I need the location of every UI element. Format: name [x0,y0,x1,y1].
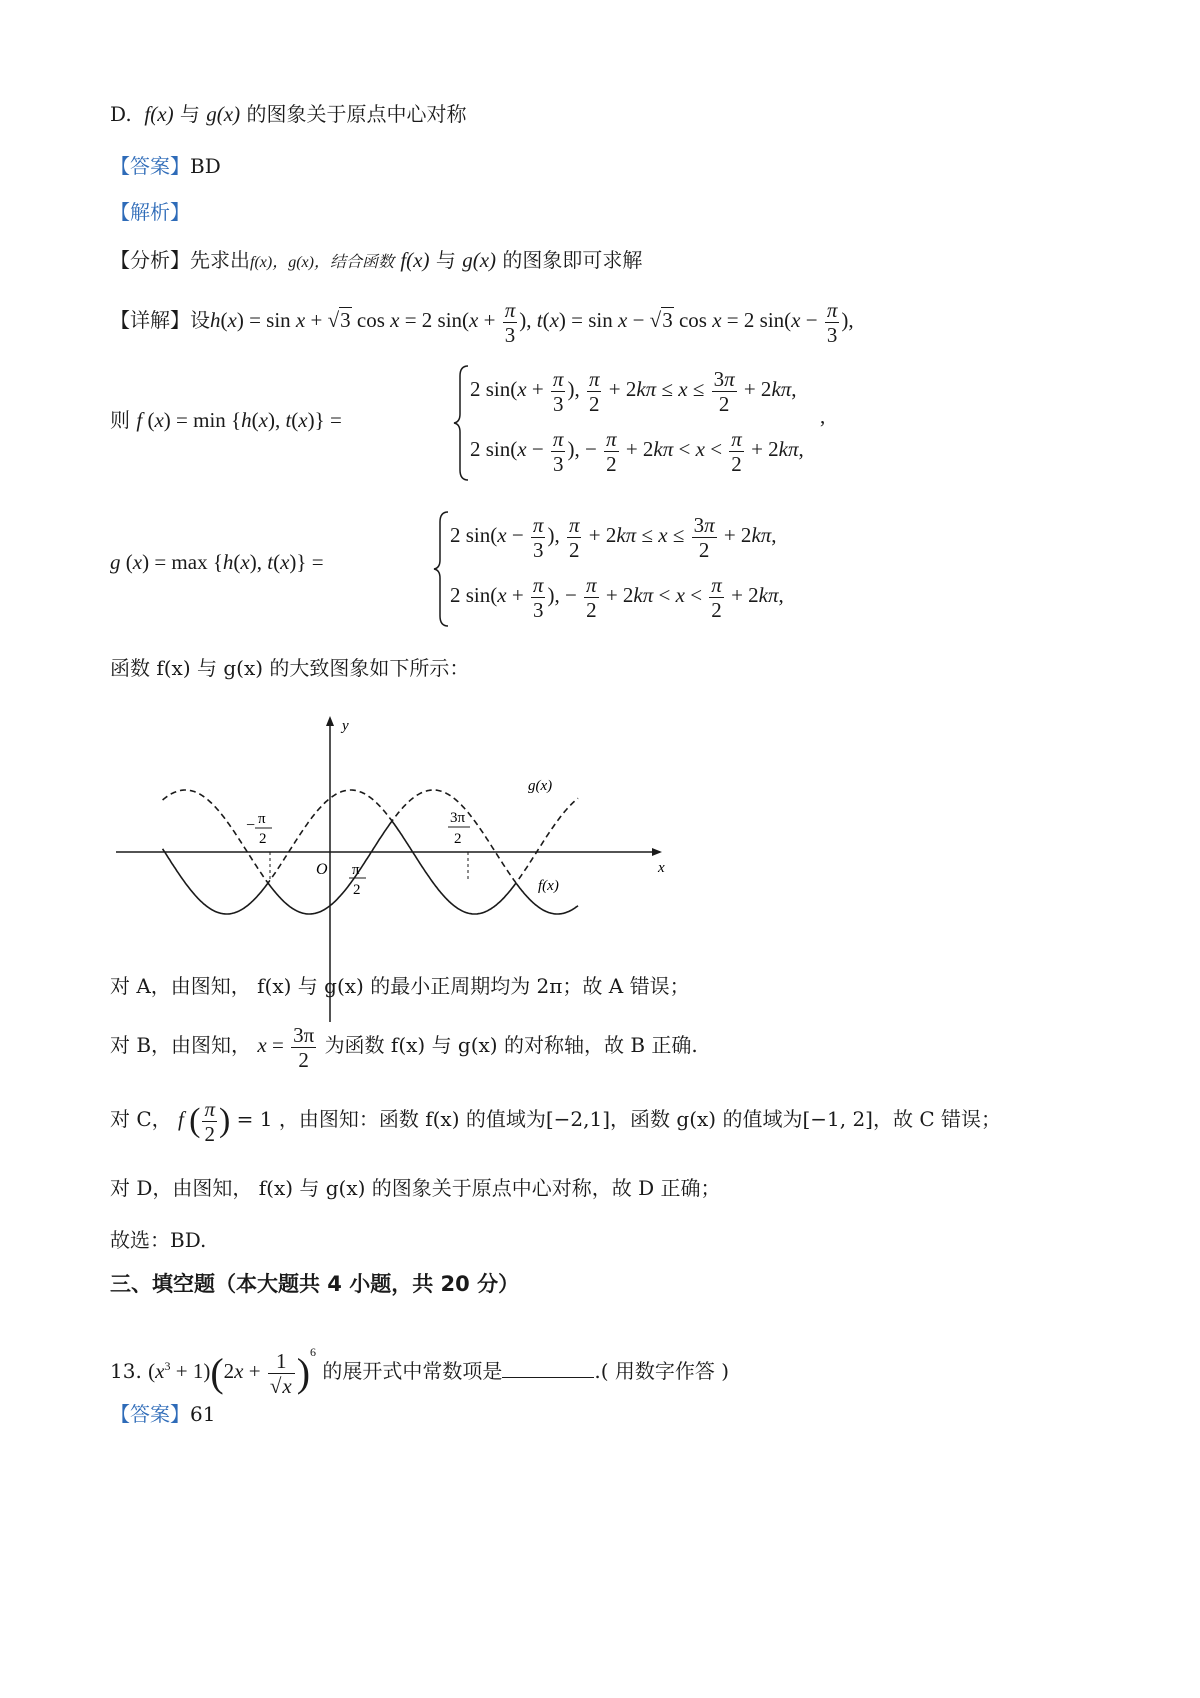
answer-tag: 【答案】 [110,154,190,178]
conj: 与 [179,102,200,126]
analysis-tag: 【解析】 [110,200,190,224]
q13-blank[interactable] [502,1359,594,1378]
answer-line [110,152,221,180]
f-def: f (x) = min {h(x), t(x)} = [136,408,342,432]
f-case-2: 2 sin(x − $\frac{\pi}{3}$ ), − $\frac{\pi}{2}$ + 2kπ < x < $\frac{\pi}{2}$ + 2kπ, [470,426,804,476]
h-t-definition: h(x) = sin x + √3 cos x = 2 sin(x + $\frac{\pi}{3}$ ), t(x) = sin x − √3 cos x = 2 sin(x − $\frac{\pi}{3}$ ), [210,297,854,347]
g-arg: (x) [216,102,241,126]
fenxi-text: f(x)，g(x)，结合函数 [250,254,394,271]
f-intro: 则 [110,408,130,432]
q13-number: 13. [110,1359,142,1383]
answer-value: BD [190,154,221,178]
option-d-text: 的图象关于原点中心对称 [246,102,467,126]
g-curve [163,790,578,883]
g-def: g (x) = max {h(x), t(x)} = [110,550,324,574]
fenxi-line [110,246,642,277]
f-symbol: f [144,102,151,126]
opt-c-formula: f ( $\frac{\pi}{2}$ ) [178,1096,231,1146]
tick-neg-pi2-num: π [258,811,266,827]
comma: , [820,404,826,428]
option-c-analysis [110,1090,1001,1150]
tick-pi2-den: 2 [353,882,361,898]
opt-c-prefix: 对 C， [110,1107,172,1131]
graph-intro: 函数 f(x) 与 g(x) 的大致图象如下所示： [110,656,470,680]
f-case-1: 2 sin(x + $\frac{\pi}{3}$ ), $\frac{\pi}{2}$ + 2kπ ≤ x ≤ $\frac{3\pi}{2}$ + 2kπ, [470,366,797,416]
conclusion: 故选：BD. [110,1228,207,1252]
brace-icon [432,510,452,628]
f-arg: (x) [150,102,174,126]
f-curve [163,821,578,914]
f-label: f(x) [538,878,559,894]
y-axis-arrow-icon [326,716,334,726]
answer-value: 61 [190,1402,216,1426]
g-label: g(x) [528,778,553,794]
y-axis-label: y [342,718,349,734]
option-d-analysis: 对 D，由图知， f(x) 与 g(x) 的图象关于原点中心对称，故 D 正确； [110,1176,721,1200]
tick-neg-minus: − [246,817,256,834]
g-symbol: g [206,102,217,126]
answer-tag: 【答案】 [110,1402,190,1426]
brace-icon [452,364,472,482]
xiangjie-tag: 【详解】 [110,308,190,332]
question-13 [110,1322,729,1403]
tick-neg-pi2-den: 2 [259,831,267,847]
origin-label: O [316,861,328,878]
opt-b-formula: x = $\frac{3\pi}{2}$ [257,1022,315,1072]
section-heading: 三、填空题（本大题共 4 小题，共 20 分） [110,1272,520,1296]
option-a-analysis: 对 A，由图知， f(x) 与 g(x) 的最小正周期均为 2π；故 A 错误； [110,974,690,998]
tick-3pi2-num: 3π [450,810,466,826]
fenxi-text: g(x) [462,248,497,272]
g-case-2: 2 sin(x + $\frac{\pi}{3}$ ), − $\frac{\pi}{2}$ + 2kπ < x < $\frac{\pi}{2}$ + 2kπ, [450,572,784,622]
option-label: D. [110,102,132,126]
x-axis-arrow-icon [652,848,662,856]
opt-b-prefix: 对 B，由图知， [110,1033,252,1057]
fenxi-text: f(x) [400,248,430,272]
opt-c-suffix: = 1 ，由图知：函数 f(x) 的值域为[−2,1]，函数 g(x) 的值域为[−1, 2]，故 C 错误； [236,1107,1001,1131]
q13-suffix: .( 用数字作答 ) [594,1359,730,1383]
xiangjie-line [110,290,854,350]
fenxi-text: 与 [435,248,456,272]
fenxi-text: 的图象即可求解 [502,248,643,272]
answer-13-line [110,1400,215,1428]
fenxi-text: 先求出 [190,248,250,272]
q13-text: 的展开式中常数项是 [322,1359,503,1383]
tick-pi2-num: π [352,862,360,878]
g-case-1: 2 sin(x − $\frac{\pi}{3}$ ), $\frac{\pi}{2}$ + 2kπ ≤ x ≤ $\frac{3\pi}{2}$ + 2kπ, [450,512,777,562]
tick-3pi2-den: 2 [454,831,462,847]
xiangjie-text: 设 [190,308,210,332]
option-d-line [110,100,466,128]
q13-expression: $(x^3 + 1)(2x$ + $\frac{1}{√x}$ )$^6$ [148,1345,317,1398]
option-b-analysis [110,1016,698,1074]
x-axis-label: x [658,860,665,876]
opt-b-suffix: 为函数 f(x) 与 g(x) 的对称轴，故 B 正确. [324,1033,698,1057]
fenxi-tag: 【分析】 [110,248,190,272]
